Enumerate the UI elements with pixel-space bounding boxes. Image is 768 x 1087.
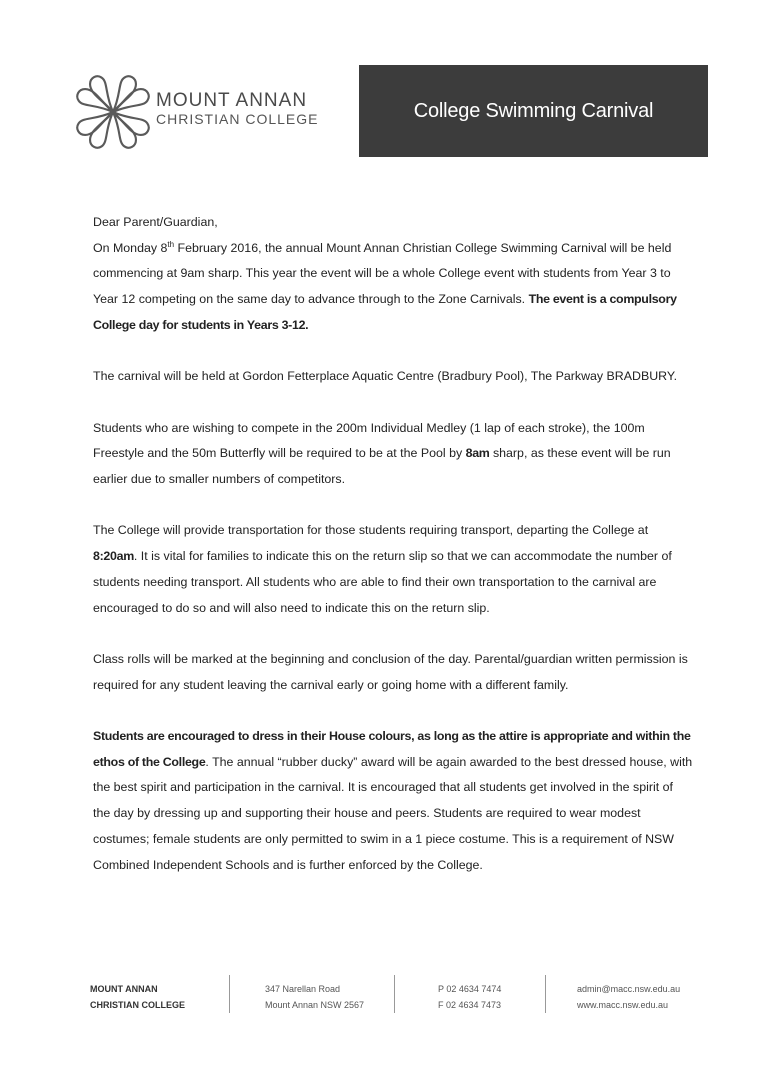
footer-phone: P 02 4634 7474 bbox=[438, 984, 502, 994]
footer-divider bbox=[545, 975, 546, 1013]
salutation: Dear Parent/Guardian, bbox=[93, 215, 218, 229]
early-arrival-time: 8am bbox=[465, 446, 490, 461]
paragraph-text: On Monday 8 bbox=[93, 240, 168, 255]
footer-website-link[interactable]: www.macc.nsw.edu.au bbox=[577, 1000, 669, 1010]
compulsory-notice: The event is a compulsory College day for students in Years 3-12. bbox=[93, 292, 677, 332]
footer-name-line2: CHRISTIAN COLLEGE bbox=[90, 1000, 186, 1010]
letterhead-footer bbox=[90, 975, 710, 1015]
paragraph-text: sharp, as these event will be run earlier due to smaller numbers of competitors. bbox=[93, 446, 671, 486]
footer-address-line2: Mount Annan NSW 2567 bbox=[265, 1000, 365, 1010]
paragraph-early-events bbox=[93, 416, 693, 493]
logo-name-line1: MOUNT ANNAN bbox=[156, 90, 308, 111]
paragraph-class-rolls: Class rolls will be marked at the beginning and conclusion of the day. Parental/guardian written permission is required for any student leaving the carnival early or going home with a different family. bbox=[93, 651, 688, 692]
departure-time: 8:20am bbox=[93, 549, 134, 564]
paragraph-text: February 2016, the annual Mount Annan Christian College Swimming Carnival will be held commencing at 9am sharp. This year the event will be a whole College event with students from Year 3 to Year 12 competing on the same day to advance through to the Zone Carnivals. bbox=[93, 240, 672, 307]
superscript-th: th bbox=[167, 239, 175, 249]
footer-divider bbox=[394, 975, 395, 1013]
page-title: College Swimming Carnival bbox=[413, 99, 654, 122]
footer-name-line1: MOUNT ANNAN bbox=[90, 984, 158, 994]
footer-college-name bbox=[90, 981, 185, 1013]
footer-email-link[interactable]: admin@macc.nsw.edu.au bbox=[577, 984, 681, 994]
footer-address-line1: 347 Narellan Road bbox=[265, 984, 341, 994]
footer-phone-fax bbox=[438, 981, 501, 1013]
letter-body bbox=[93, 210, 693, 878]
house-colours-notice: Students are encouraged to dress in their House colours, as long as the attire is appropriate and within the ethos of the College bbox=[93, 728, 691, 769]
footer-fax: F 02 4634 7473 bbox=[438, 1000, 502, 1010]
paragraph-date bbox=[93, 236, 693, 339]
paragraph-text: . The annual “rubber ducky” award will be again awarded to the best dressed house, with the best spirit and participation in the carnival. It is encouraged that all students get involved in the spirit of the day by dressing up and supporting their house and peers. Students are required to wear modest costumes; female students are only permitted to swim in a 1 piece costume. This is a requirement of NSW Combined Independent Schools and is further enforced by the College. bbox=[93, 754, 693, 872]
logo-name-line2: CHRISTIAN COLLEGE bbox=[156, 111, 319, 127]
paragraph-text: . It is vital for families to indicate this on the return slip so that we can accommodate the number of students needing transport. All students who are able to find their own transportation to the carnival are encouraged to do so and will also need to indicate this on the return slip. bbox=[93, 549, 672, 615]
paragraph-text: The College will provide transportation for those students requiring transport, departing the College at bbox=[93, 523, 649, 538]
footer-contact bbox=[577, 981, 680, 1013]
footer-divider bbox=[229, 975, 230, 1013]
college-logo bbox=[60, 65, 350, 160]
paragraph-venue: The carnival will be held at Gordon Fetterplace Aquatic Centre (Bradbury Pool), The Parkway BRADBURY. bbox=[93, 369, 678, 384]
paragraph-transport bbox=[93, 518, 693, 621]
paragraph-text: Students who are wishing to compete in the 200m Individual Medley (1 lap of each stroke), the 100m Freestyle and the 50m Butterfly will be required to be at the Pool by bbox=[93, 420, 645, 461]
title-banner bbox=[359, 65, 708, 157]
footer-address bbox=[265, 981, 364, 1013]
celtic-knot-logo-icon bbox=[72, 71, 154, 153]
paragraph-dress bbox=[93, 724, 693, 878]
